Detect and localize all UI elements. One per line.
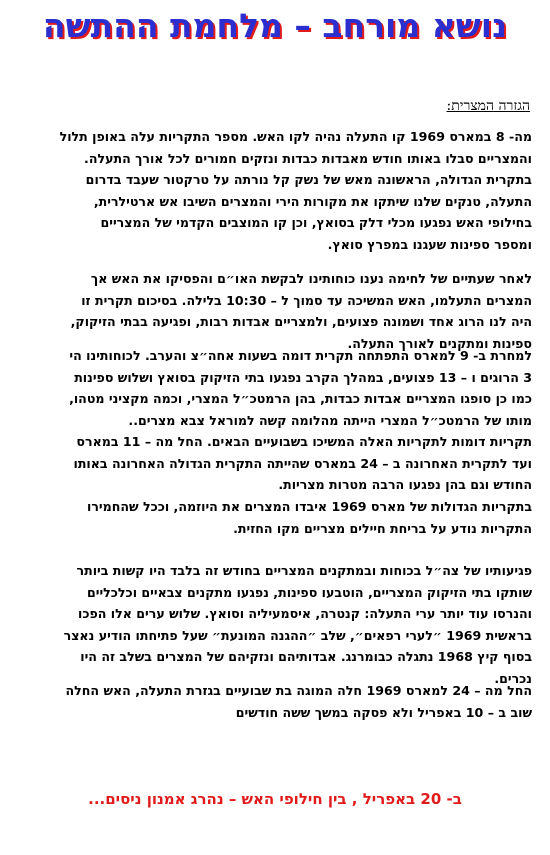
text-line: מה- 8 במארס 1969 קו התעלה נהיה לקו האש. מספר התקריות עלה באופן תלול (59, 129, 532, 144)
paragraph-6 (14, 680, 532, 723)
footer-note: ב- 20 באפריל , בין חילופי האש – נהרג אמנון ניסים... (88, 790, 462, 808)
text-line: ועד לתקרית האחרונה ב – 24 במארס שהייתה התקרית הגדולה האחרונה באותו (73, 455, 532, 471)
text-line: 3 הרוגים ו – 13 פצועים, במהלך הקרב נפגעו בתי הזיקוק בסואץ ושלוש ספינות (74, 369, 532, 385)
text-line: בתקרית הגדולה, הראשונה מאש של נשק קל נורתה על טרקטור שעבד בדרום (85, 172, 532, 187)
paragraph-1 (14, 126, 532, 255)
paragraph-5 (14, 560, 532, 689)
page-title: נושא מורחב – מלחמת ההתשה (42, 6, 508, 45)
text-line: נכרים. (494, 670, 532, 686)
text-line: החל מה – 24 למארס 1969 חלה המוגה בת שבועיים בגזרת התעלה, האש החלה (65, 683, 532, 698)
text-line: בסוף קיץ 1968 נתגלה כבומרנג. אבדותיהם ונזקיהם של המצרים בשלב זה היו (80, 649, 532, 664)
text-line: בתקריות הגדולות של מארס 1969 איבדו המצרים את היוזמה, וככל שהחמירו (87, 499, 532, 514)
text-line: התקריות נודע על בריחת חיילים מצריים מקו החזית. (233, 520, 532, 536)
text-line: פגיעותיו של צה״ל בכוחות ובמתקנים המצריים בחודש זה בלבד היו קשות ביותר (76, 563, 532, 578)
text-line: לאחר שעתיים של לחימה נענו כוחותינו לבקשת האו״ם והפסיקו את האש אך (90, 271, 532, 286)
text-line: מותו של הרמטכ״ל המצרי הייתה מהלומה קשה למוראל צבא מצרים.. (128, 412, 532, 428)
paragraph-2 (14, 268, 532, 354)
text-line: שותקו בתי הזיקוק המצריים, הוטבעו ספינות, נפגעו מתקנים צבאיים וכלכליים (87, 584, 532, 600)
text-line: והמצריים סבלו באותו חודש מאבדות כבדות ונזקים חמורים לכל אורך התעלה. (84, 150, 532, 166)
text-line: ספינות ומתקנים לאורך התעלה. (347, 335, 532, 351)
text-line: התעלה, טנקים שלנו שיתקו את מקורות הירי והמצרים השיבו אש ארטילרית, (93, 193, 532, 209)
section-heading: הגזרה המצרית: (446, 98, 530, 114)
text-line: והנרסו עוד יותר ערי התעלה: קנטרה, איסמעיליה וסואץ. שלוש ערים אלו הפכו (78, 606, 532, 621)
text-line: שוב ב – 10 באפריל ולא פסקה במשך ששה חודשים (235, 704, 532, 720)
text-line: בראשית 1969 ״לערי רפאים״, שלב ״ההגנה המונעת״ שעל פתיחתו הודיע נאצר (63, 627, 532, 643)
text-line: המצרים התעלמו, האש המשיכה עד סמוך ל – 10:30 בלילה. בסיכום תקרית זו (81, 292, 532, 308)
text-line: החודש וגם בהן נפגעו הרבה מטרות מצריות. (278, 477, 532, 492)
text-line: למחרת ב- 9 למארס התפתחה תקרית דומה בשעות אחה״צ והערב. לכוחותינו הי (69, 348, 532, 363)
text-line: היה לנו הרוג אחד ושמונה פצועים, ולמצריים אבדות רבות, ופגיעה בבתי הזיקוק, (70, 314, 532, 329)
text-line: בחילופי האש נפגעו מכלי דלק בסואץ, וכן קו המוצבים הקדמי של המצריים (100, 215, 532, 230)
paragraph-3 (14, 345, 532, 496)
text-line: ומספר ספינות שעגנו במפרץ סואץ. (327, 236, 532, 252)
text-line: תקריות דומות לתקריות האלה המשיכו בשבועיים הבאים. החל מה – 11 במארס (76, 434, 532, 449)
paragraph-4 (14, 496, 532, 539)
text-line: כמו כן סופגו המצריים אבדות כבדות, בהן הרמטכ״ל המצרי, וכמה מקציני מטהו, (69, 391, 532, 406)
